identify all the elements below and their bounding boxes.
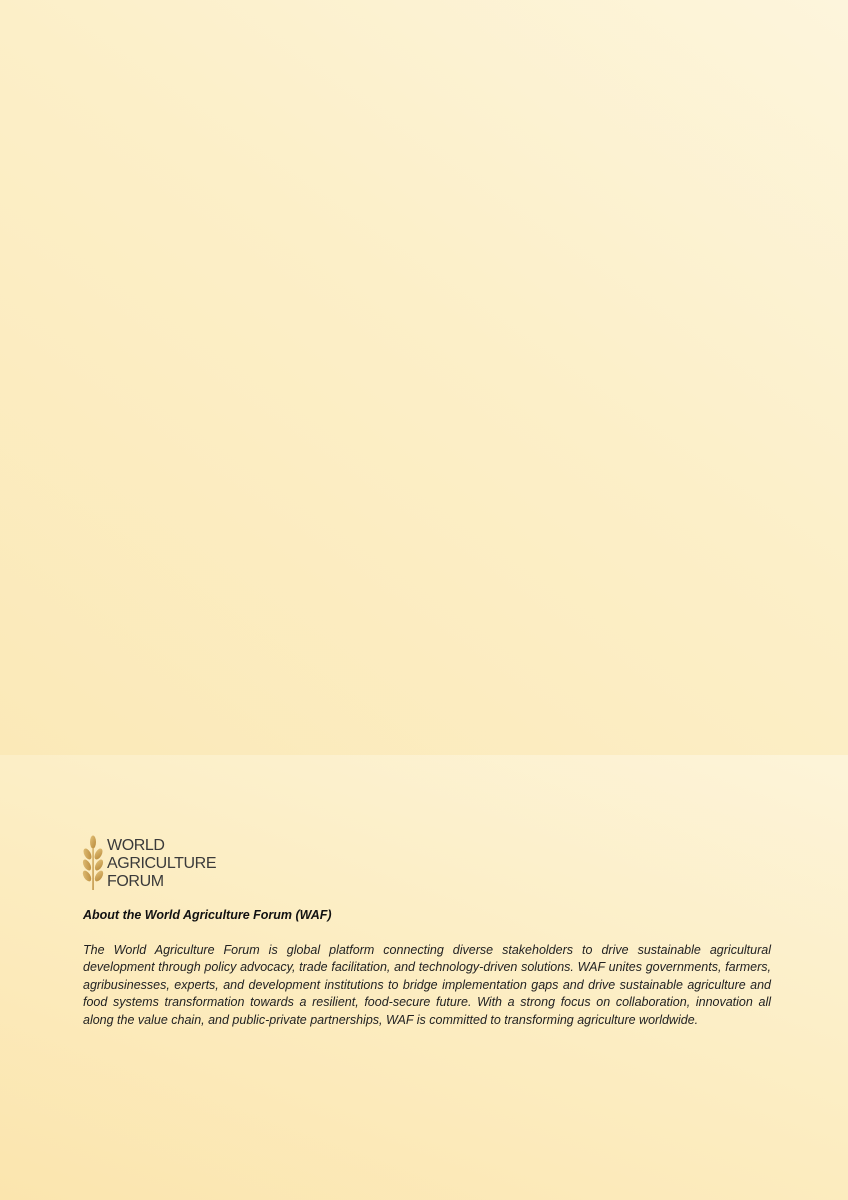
logo-line-forum: FORUM bbox=[107, 873, 164, 890]
logo-line-world: WORLD bbox=[107, 837, 165, 854]
logo-wordmark bbox=[107, 837, 216, 891]
waf-logo bbox=[82, 834, 232, 892]
about-section bbox=[83, 908, 771, 1029]
logo-line-agriculture: AGRICULTURE bbox=[107, 855, 217, 872]
about-title: About the World Agriculture Forum (WAF) bbox=[83, 908, 332, 922]
about-body: The World Agriculture Forum is global platform connecting diverse stakeholders to drive sustainable agricultural development through policy advocacy, trade facilitation, and technology-driven solutions. WAF unites governments, farmers, agribusinesses, experts, and development institutions to bridge implementation gaps and drive sustainable agriculture and food systems transformation towards a resilient, food-secure future. With a strong focus on collaboration, innovation all along the value chain, and public-private partnerships, WAF is committed to transforming agriculture worldwide. bbox=[83, 943, 771, 1027]
wheat-icon bbox=[82, 834, 104, 892]
